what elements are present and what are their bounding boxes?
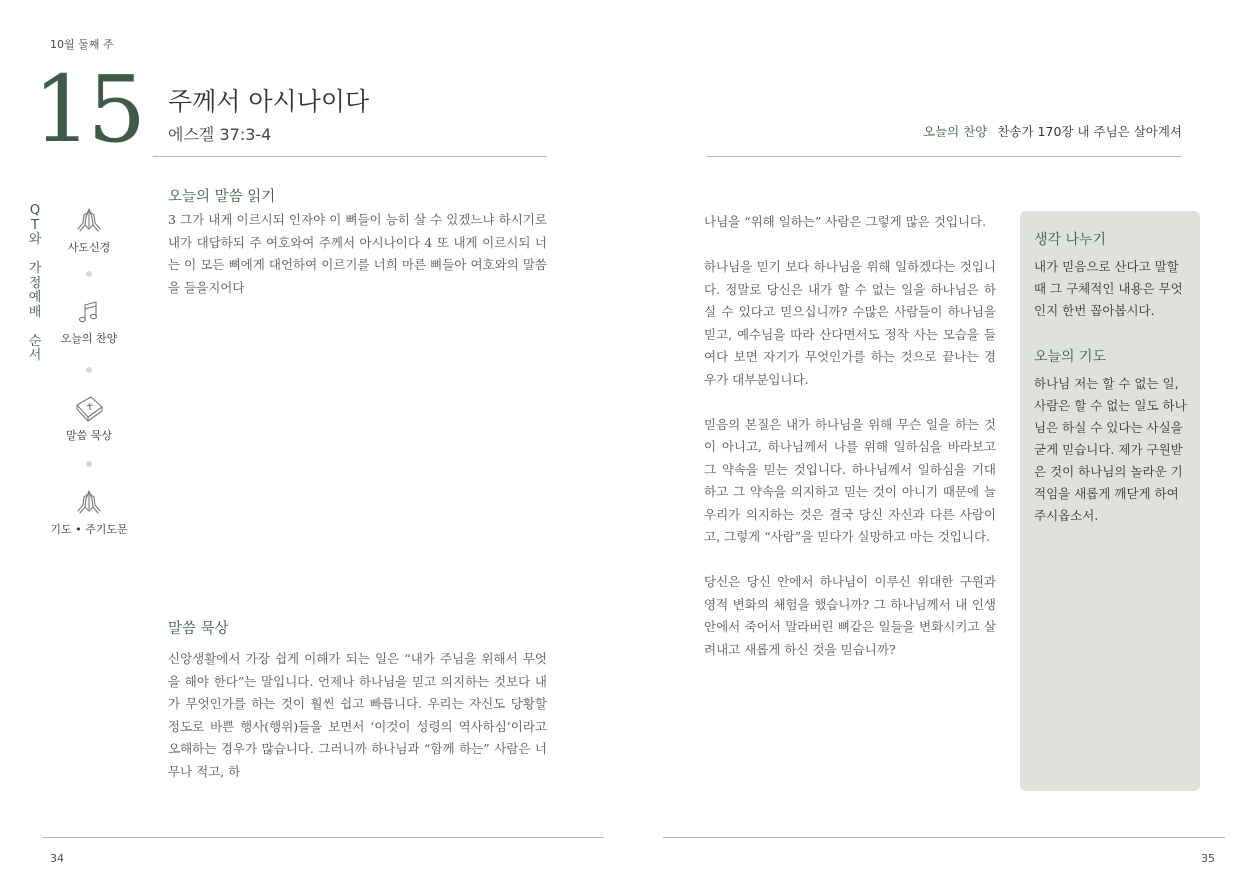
praying-hands-icon (74, 487, 104, 517)
footer-divider-right (663, 837, 1225, 838)
reflection-box (1020, 211, 1200, 791)
title-divider (153, 156, 547, 157)
step-praise (39, 298, 139, 346)
paragraph: 나님을 “위해 일하는” 사람은 그렇게 많은 것입니다. (704, 214, 987, 229)
prayer-title: 오늘의 기도 (1034, 349, 1107, 365)
share-text: 내가 믿음으로 산다고 말할 때 그 구체적인 내용은 무엇인지 한번 꼽아봅시다. (1034, 259, 1183, 318)
hymn-label: 오늘의 찬양 (923, 124, 988, 139)
meditation-continued (704, 211, 996, 661)
step-label-apostles-creed: 사도신경 (67, 241, 111, 254)
meditation-title: 말씀 묵상 (168, 621, 229, 637)
step-label-meditation: 말씀 묵상 (65, 429, 112, 442)
step-meditation (39, 393, 139, 443)
reading-title: 오늘의 말씀 읽기 (168, 189, 276, 205)
page-number-left: 34 (50, 852, 64, 865)
footer-divider-left (42, 837, 604, 838)
hymn-text: 찬송가 170장 내 주님은 살아계셔 (997, 124, 1182, 139)
week-label: 10월 둘째 주 (50, 38, 114, 51)
day-number: 15 (33, 56, 143, 163)
paragraph: 하나님을 믿기 보다 하나님을 위해 일하겠다는 것입니다. 정말로 당신은 내가 할 수 없는 일을 하나님은 하실 수 있다고 믿으십니까? 수많은 사람들이 하나님을 믿고, 예수님을 따라 산다면서도 정작 사는 모습을 들여다 보면 자기가 무엇인가를 하는 것으로 끝나는 경우가 대부분입니다. (704, 259, 996, 387)
meditation-text: 신앙생활에서 가장 쉽게 이해가 되는 일은 “내가 주님을 위해서 무엇을 해야 한다”는 말입니다. 언제나 하나님을 믿고 의지하는 것보다 내가 무엇인가를 하는 것이 훨씬 쉽고 빠릅니다. 우리는 자신도 당황할 정도로 바쁜 행사(행위)들을 보면서 ‘이것이 성령의 역사하심’이라고 오해하는 경우가 많습니다. 그러니까 하나님과 “함께 하는” 사람은 너무나 적고, 하 (168, 651, 547, 779)
prayer-text: 하나님 저는 할 수 없는 일, 사람은 할 수 없는 일도 하나님은 하실 수 있다는 사실을 굳게 믿습니다. 제가 구원받은 것이 하나님의 놀라운 기적임을 새롭게 깨닫게 하여 주시옵소서. (1034, 376, 1187, 523)
step-dot (86, 367, 92, 373)
hymn-divider (706, 156, 1182, 157)
step-prayer (39, 487, 139, 537)
page-title: 주께서 아시나이다 (168, 87, 370, 116)
praying-hands-icon (74, 205, 104, 235)
step-dot (86, 271, 92, 277)
step-label-praise: 오늘의 찬양 (60, 332, 118, 345)
paragraph: 믿음의 본질은 내가 하나님을 위해 무슨 일을 하는 것이 아니고, 하나님께서 나를 위해 일하심을 바라보고 그 약속을 믿는 것입니다. 하나님께서 일하심을 기대하고 그 약속을 의지하고 믿는 것이 아니기 때문에 늘 우리가 의지하는 것은 결국 당신 자신과 다른 사람이고, 그렇게 “사람”을 믿다가 실망하고 마는 것입니다. (704, 416, 996, 544)
step-label-prayer: 기도 • 주기도문 (50, 523, 128, 536)
step-apostles-creed (39, 205, 139, 255)
bible-icon (73, 393, 105, 423)
scripture-reference: 에스겔 37:3-4 (168, 125, 272, 144)
todays-hymn (923, 122, 1182, 140)
paragraph: 당신은 당신 안에서 하나님이 이루신 위대한 구원과 영적 변화의 체험을 했습니까? 그 하나님께서 내 인생 안에서 죽어서 말라버린 뼈같은 일들을 변화시키고 살려내고 새롭게 하신 것을 믿습니까? (704, 574, 996, 657)
worship-order-heading: Q T 와 가 정 예 배 순 서 (28, 203, 42, 363)
music-note-icon (74, 298, 104, 326)
step-dot (86, 461, 92, 467)
share-title: 생각 나누기 (1034, 232, 1107, 248)
reading-text: 3 그가 내게 이르시되 인자야 이 뼈들이 능히 살 수 있겠느냐 하시기로 내가 대답하되 주 여호와여 주께서 아시나이다 4 또 내게 이르시되 너는 이 모든 뼈에게 대언하여 이르기를 너희 마른 뼈들아 여호와의 말씀을 들을지어다 (168, 212, 547, 295)
page-number-right: 35 (1201, 852, 1215, 865)
